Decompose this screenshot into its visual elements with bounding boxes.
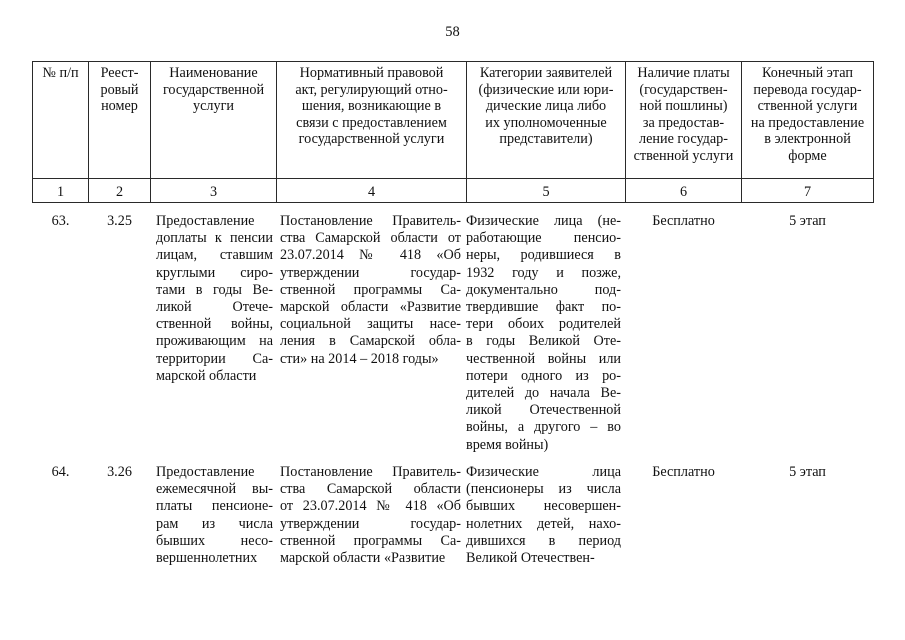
text-line: работающие пенсио-	[466, 230, 621, 247]
text-line: Физические лица	[466, 464, 621, 480]
applicant-category	[466, 213, 621, 454]
text-line: твердившие факт по-	[466, 299, 621, 316]
text-line: территории Са-	[156, 350, 273, 367]
text-line: нолетних детей, нахо-	[466, 515, 621, 532]
text-line: ства Самарской области	[280, 481, 461, 498]
text-line: чественной войны или	[466, 350, 621, 367]
text-line: в годы Великой Оте-	[466, 333, 621, 350]
page-number: 58	[445, 24, 460, 40]
column-number: 3	[209, 184, 218, 200]
text-line: документально под-	[466, 281, 621, 298]
header-bottom-border	[32, 178, 874, 179]
header-final-stage: Конечный этап перевода государ- ственной услуги на предоставление в электронной форме	[750, 65, 865, 164]
text-line: время войны)	[466, 436, 549, 453]
text-line: 23.07.2014 № 418 «Об	[280, 247, 461, 264]
column-number: 7	[803, 184, 812, 200]
column-border	[32, 61, 33, 203]
text-line: социальной защиты насе-	[280, 316, 461, 333]
text-line: марской области «Развитие	[280, 299, 461, 316]
text-line: сти» на 2014 – 2018 годы»	[280, 350, 439, 367]
final-stage: 5 этап	[789, 213, 826, 229]
header-service-name: Наименование государственной услуги	[162, 65, 265, 115]
text-line: ственной программы Са-	[280, 532, 461, 549]
text-line: неры, родившиеся в	[466, 247, 621, 264]
text-line: бывших несовершен-	[466, 498, 621, 515]
text-line: круглыми сиро-	[156, 264, 273, 281]
text-line: Предоставление	[156, 464, 255, 480]
service-name	[156, 464, 273, 567]
text-line: дившихся в период	[466, 532, 621, 549]
text-line: Великой Отечествен-	[466, 550, 595, 567]
text-line: потери одного из ро-	[466, 367, 621, 384]
header-fee: Наличие платы (государствен- ной пошлины) за предостав- ление государ- ственной услуги	[633, 65, 734, 164]
column-number: 4	[367, 184, 376, 200]
column-number: 1	[56, 184, 65, 200]
text-line: ликой Отече-	[156, 299, 273, 316]
registry-number: 3.25	[107, 213, 132, 229]
row-number: 63.	[51, 213, 70, 229]
text-line: Постановление Правитель-	[280, 464, 461, 480]
text-line: от 23.07.2014 № 418 «Об	[280, 498, 461, 515]
text-line: 1932 году и позже,	[466, 264, 621, 281]
fee: Бесплатно	[652, 213, 715, 229]
table-top-border	[32, 61, 874, 62]
header-legal-act: Нормативный правовой акт, регулирующий отно- шения, возникающие в связи с предоставлением государственной услуги	[295, 65, 448, 148]
text-line: лицам, ставшим	[156, 247, 273, 264]
text-line: доплаты к пенсии	[156, 230, 273, 247]
text-line: проживающим на	[156, 333, 273, 350]
text-line: дителей до начала Ве-	[466, 385, 621, 402]
text-line: рам из числа	[156, 515, 273, 532]
text-line: Физические лица (не-	[466, 213, 621, 229]
text-line: марской области «Развитие	[280, 550, 446, 567]
row-number: 64.	[51, 464, 70, 480]
service-name	[156, 213, 273, 385]
final-stage: 5 этап	[789, 464, 826, 480]
text-line: тери обоих родителей	[466, 316, 621, 333]
text-line: Предоставление	[156, 213, 255, 229]
text-line: платы пенсионе-	[156, 498, 273, 515]
legal-act	[280, 213, 461, 368]
column-number: 5	[542, 184, 550, 200]
text-line: ственной войны,	[156, 316, 273, 333]
text-line: бывших несо-	[156, 532, 273, 549]
fee: Бесплатно	[652, 464, 715, 480]
number-row-bottom-border	[32, 202, 874, 203]
text-line: ежемесячной вы-	[156, 481, 273, 498]
column-number: 2	[115, 184, 124, 200]
text-line: ства Самарской области от	[280, 230, 461, 247]
legal-act	[280, 464, 461, 567]
column-number: 6	[679, 184, 688, 200]
text-line: (пенсионеры из числа	[466, 481, 621, 498]
text-line: Постановление Правитель-	[280, 213, 461, 229]
text-line: войны, а другого – во	[466, 419, 621, 436]
text-line: вершеннолетних	[156, 550, 258, 567]
registry-number: 3.26	[107, 464, 132, 480]
header-applicant-categories: Категории заявителей (физические или юри- дические лица либо их уполномоченные представители)	[478, 65, 614, 148]
header-registry-number: Реест- ровый номер	[100, 65, 139, 115]
text-line: утверждении государ-	[280, 264, 461, 281]
header-num: № п/п	[42, 65, 79, 81]
text-line: тами в годы Ве-	[156, 281, 273, 298]
applicant-category	[466, 464, 621, 567]
column-border	[873, 61, 874, 203]
text-line: ликой Отечественной	[466, 402, 621, 419]
text-line: утверждении государ-	[280, 515, 461, 532]
text-line: марской области	[156, 367, 257, 384]
text-line: ления в Самарской обла-	[280, 333, 461, 350]
text-line: ственной программы Са-	[280, 281, 461, 298]
